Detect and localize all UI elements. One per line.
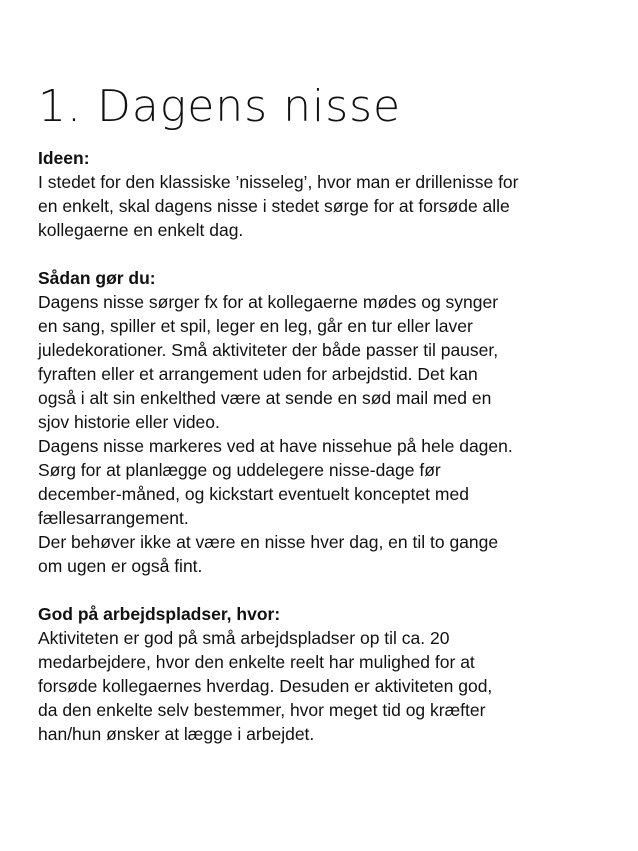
section-heading-god-pa-arbejdspladser: God på arbejdspladser, hvor: — [38, 604, 281, 624]
section-heading-sadan-gor-du: Sådan gør du: — [38, 268, 156, 288]
section-heading-ideen: Ideen: — [38, 148, 90, 168]
page-title: 1. Dagens nisse — [38, 81, 402, 132]
section-god-pa-arbejdspladser — [38, 602, 606, 746]
paragraph-sadan-1: Dagens nisse sørger fx for at kollegaerne mødes og synger en sang, spiller et spil, leger en leg, går en tur eller laver juledekorationer. Små aktiviteter der både passer til pauser, fyraften eller et arrangement uden for arbejdstid. Det kan også i alt sin enkelthed være at sende en sød mail med en sjov historie eller video. — [38, 292, 499, 432]
paragraph-ideen: I stedet for den klassiske ’nisseleg’, hvor man er drillenisse for en enkelt, skal dagens nisse i stedet sørge for at forsøde alle kollegaerne en enkelt dag. — [38, 172, 519, 240]
paragraph-sadan-3: Der behøver ikke at være en nisse hver dag, en til to gange om ugen er også fint. — [38, 532, 499, 576]
section-sadan-gor-du — [38, 266, 606, 578]
paragraph-god: Aktiviteten er god på små arbejdspladser op til ca. 20 medarbejdere, hvor den enkelte reelt har mulighed for at forsøde kollegaernes hverdag. Desuden er aktiviteten god, da den enkelte selv bestemmer, hvor meget tid og kræfter han/hun ønsker at lægge i arbejdet. — [38, 628, 493, 744]
paragraph-sadan-2: Dagens nisse markeres ved at have nissehue på hele dagen. Sørg for at planlægge og uddelegere nisse-dage før december-måned, og kickstart eventuelt konceptet med fællesarrangement. — [38, 436, 513, 528]
section-ideen — [38, 146, 606, 242]
